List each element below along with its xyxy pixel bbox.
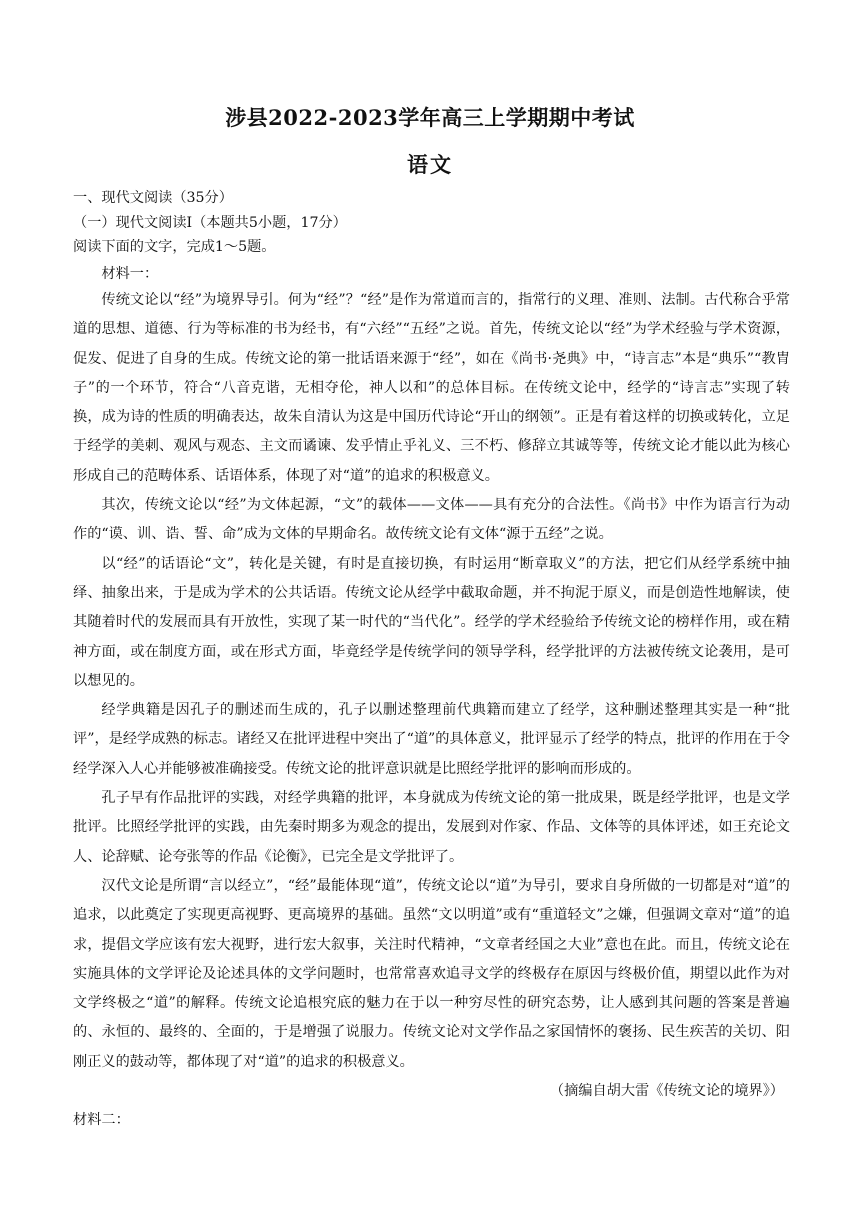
paragraph: 孔子早有作品批评的实践，对经学典籍的批评，本身就成为传统文论的第一批成果，既是经学批评，也是文学批评。比照经学批评的实践，由先秦时期多为观念的提出，发展到对作家、作品、文体等的具体评述，如王充论文人、论辞赋、论夸张等的作品《论衡》，已完全是文学批评了。 bbox=[73, 790, 790, 865]
exam-body bbox=[73, 186, 790, 1134]
paragraph: 其次，传统文论以“经”为文体起源，“文”的载体——文体——具有充分的合法性。《尚书》中作为语言行为动作的“谟、训、诰、誓、命”成为文体的早期命名。故传统文论有文体“源于五经”之说。 bbox=[73, 497, 790, 543]
sub-section-heading: （一）现代文阅读Ⅰ（本题共5小题，17分） bbox=[73, 214, 347, 231]
reading-instruction: 阅读下面的文字，完成1～5题。 bbox=[73, 239, 276, 255]
exam-title: 涉县2022-2023学年高三上学期期中考试 bbox=[225, 105, 635, 130]
material-one-label: 材料一： bbox=[101, 265, 159, 282]
source-citation: （摘编自胡大雷《传统文论的境界》） bbox=[549, 1083, 784, 1100]
paragraph: 以“经”的话语论“文”，转化是关键，有时是直接切换，有时运用“断章取义”的方法，把它们从经学系统中抽绎、抽象出来，于是成为学术的公共话语。传统文论从经学中截取命题，并不拘泥于原义，而是创造性地解读，使其随着时代的发展而具有开放性，实现了某一时代的“当代化”。经学的学术经验给予传统文论的榜样作用，或在精神方面，或在制度方面，或在形式方面，毕竟经学是传统学问的领导学科，经学批评的方法被传统文论袭用，是可以想见的。 bbox=[73, 555, 790, 689]
section-heading: 一、现代文阅读（35分） bbox=[73, 190, 233, 206]
material-two-label: 材料二： bbox=[73, 1112, 130, 1129]
paragraph: 汉代文论是所谓“言以经立”，“经”最能体现“道”，传统文论以“道”为导引，要求自身所做的一切都是对“道”的追求，以此奠定了实现更高视野、更高境界的基础。虽然“文以明道”或有“重道轻文”之嫌，但强调文章对“道”的追求，提倡文学应该有宏大视野，进行宏大叙事，关注时代精神，“文章者经国之大业”意也在此。而且，传统文论在实施具体的文学评论及论述具体的文学问题时，也常常喜欢追寻文学的终极存在原因与终极价值，期望以此作为对文学终极之“道”的解释。传统文论追根究底的魅力在于以一种穷尽性的研究态势，让人感到其问题的答案是普遍的、永恒的、最终的、全面的，于是增强了说服力。传统文论对文学作品之家国情怀的褒扬、民生疾苦的关切、阳刚正义的鼓动等，都体现了对“道”的追求的积极意义。 bbox=[73, 877, 790, 1070]
subject-title: 语文 bbox=[407, 152, 453, 177]
paragraph: 传统文论以“经”为境界导引。何为“经”？“经”是作为常道而言的，指常行的义理、准则、法制。古代称合乎常道的思想、道德、行为等标准的书为经书，有“六经”“五经”之说。首先，传统文论以“经”为学术经验与学术资源，促发、促进了自身的生成。传统文论的第一批话语来源于“经”，如在《尚书·尧典》中，“诗言志”本是“典乐”“教胄子”的一个环节，符合“八音克谐，无相夺伦，神人以和”的总体目标。在传统文论中，经学的“诗言志”实现了转换，成为诗的性质的明确表达，故朱自清认为这是中国历代诗论“开山的纲领”。正是有着这样的切换或转化，立足于经学的美刺、观风与观态、主文而谲谏、发乎情止乎礼义、三不朽、修辞立其诚等等，传统文论才能以此为核心形成自己的范畴体系、话语体系，体现了对“道”的追求的积极意义。 bbox=[73, 292, 790, 484]
paragraph: 经学典籍是因孔子的删述而生成的，孔子以删述整理前代典籍而建立了经学，这种删述整理其实是一种“批评”，是经学成熟的标志。诸经又在批评进程中突出了“道”的具体意义，批评显示了经学的特点，批评的作用在于令经学深入人心并能够被准确接受。传统文论的批评意识就是比照经学批评的影响而形成的。 bbox=[73, 702, 790, 777]
